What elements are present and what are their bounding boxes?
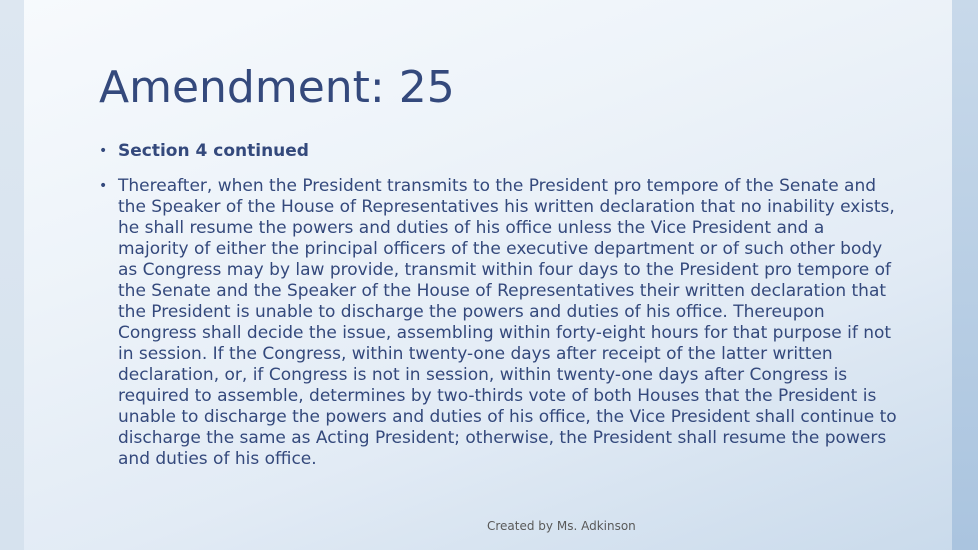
bullet-item-section-heading: [99, 141, 899, 162]
slide-footer: Created by Ms. Adkinson: [487, 519, 636, 533]
slide-left-band: [0, 0, 24, 550]
bullet-marker: •: [99, 143, 108, 159]
slide-title: Amendment: 25: [99, 62, 455, 113]
bullet-item-body: [99, 176, 899, 470]
bullet-text-body: Thereafter, when the President transmits to the President pro tempore of the Senate and the Speaker of the House of Representatives his written declaration that no inability exists, he shall resume the powers and duties of his office unless the Vice President and a majority of either the principal officers of the executive department or of such other body as Congress may by law provide, transmit within four days to the President pro tempore of the Senate and the Speaker of the House of Representatives their written declaration that the President is unable to discharge the powers and duties of his office. Thereupon Congress shall decide the issue, assembling within forty-eight hours for that purpose if not in session. If the Congress, within twenty-one days after receipt of the latter written declaration, or, if Congress is not in session, within twenty-one days after Congress is required to assemble, determines by two-thirds vote of both Houses that the President is unable to discharge the powers and duties of his office, the Vice President shall continue to discharge the same as Acting President; otherwise, the President shall resume the powers and duties of his office.: [118, 176, 897, 469]
slide-right-band: [952, 0, 978, 550]
bullet-marker: •: [99, 178, 108, 194]
bullet-list: [99, 141, 899, 484]
bullet-text-section-heading: Section 4 continued: [118, 141, 309, 161]
